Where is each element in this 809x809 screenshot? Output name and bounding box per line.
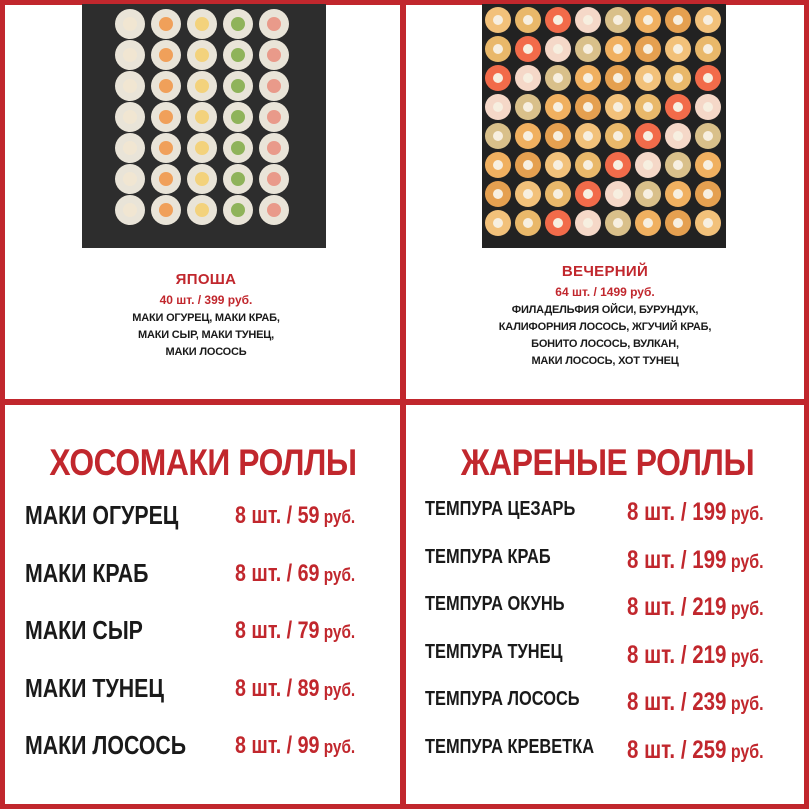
- assorted-rolls-image: [482, 4, 726, 248]
- roll-center: [583, 102, 593, 112]
- maki-filling: [267, 17, 281, 31]
- maki-filling: [267, 48, 281, 62]
- maki-filling: [123, 110, 137, 124]
- yaposha-set-photo: [82, 4, 326, 248]
- roll-center: [493, 73, 503, 83]
- maki-filling: [159, 17, 173, 31]
- set-composition-line: МАКИ ЛОСОСЬ: [165, 346, 247, 358]
- roll-center: [613, 160, 623, 170]
- item-name: ТЕМПУРА ТУНЕЦ: [425, 640, 563, 663]
- roll-center: [583, 218, 593, 228]
- set-composition-line: БОНИТО ЛОСОСЬ, ВУЛКАН,: [531, 338, 679, 350]
- roll-center: [643, 131, 653, 141]
- item-name: МАКИ ОГУРЕЦ: [25, 500, 179, 530]
- roll-center: [493, 131, 503, 141]
- maki-filling: [231, 79, 245, 93]
- item-price: 8 шт. / 99 руб.: [235, 732, 356, 759]
- maki-filling: [267, 141, 281, 155]
- hosomaki-menu-list: [25, 500, 390, 788]
- maki-rolls-image: [82, 4, 326, 248]
- roll-center: [703, 15, 713, 25]
- roll-center: [703, 160, 713, 170]
- maki-filling: [267, 79, 281, 93]
- item-price: 8 шт. / 219 руб.: [627, 640, 764, 669]
- roll-center: [673, 15, 683, 25]
- item-name: МАКИ ТУНЕЦ: [25, 672, 164, 703]
- menu-row: [425, 641, 795, 689]
- set-count-price: 40 шт. / 399 руб.: [159, 293, 253, 307]
- item-price: 8 шт. / 199 руб.: [627, 498, 764, 526]
- menu-row: [25, 730, 390, 788]
- menu-row: [425, 736, 795, 784]
- set-composition-line: МАКИ СЫР, МАКИ ТУНЕЦ,: [138, 329, 274, 341]
- roll-center: [493, 44, 503, 54]
- maki-filling: [267, 110, 281, 124]
- maki-filling: [159, 48, 173, 62]
- menu-row: [25, 558, 390, 616]
- roll-center: [613, 102, 623, 112]
- maki-filling: [195, 172, 209, 186]
- hosomaki-section-title: ХОСОМАКИ РОЛЛЫ: [49, 442, 357, 483]
- set-count-price: 64 шт. / 1499 руб.: [555, 285, 655, 299]
- roll-center: [523, 73, 533, 83]
- roll-center: [703, 73, 713, 83]
- maki-filling: [159, 110, 173, 124]
- roll-center: [673, 160, 683, 170]
- maki-filling: [159, 141, 173, 155]
- maki-filling: [267, 203, 281, 217]
- roll-center: [523, 160, 533, 170]
- maki-filling: [195, 110, 209, 124]
- roll-center: [523, 131, 533, 141]
- set-name: ЯПОША: [175, 271, 237, 288]
- vecherniy-set-photo: [482, 4, 726, 248]
- roll-center: [703, 189, 713, 199]
- roll-center: [613, 131, 623, 141]
- roll-center: [523, 102, 533, 112]
- roll-center: [613, 218, 623, 228]
- maki-filling: [195, 79, 209, 93]
- roll-center: [613, 44, 623, 54]
- item-name: ТЕМПУРА КРЕВЕТКА: [425, 735, 595, 758]
- maki-filling: [231, 141, 245, 155]
- roll-center: [553, 189, 563, 199]
- item-price: 8 шт. / 259 руб.: [627, 735, 764, 764]
- roll-center: [493, 102, 503, 112]
- item-price: 8 шт. / 199 руб.: [627, 545, 764, 574]
- menu-row: [425, 593, 795, 641]
- roll-center: [553, 131, 563, 141]
- maki-filling: [159, 203, 173, 217]
- roll-center: [553, 160, 563, 170]
- item-price: 8 шт. / 239 руб.: [627, 688, 764, 716]
- set-composition-line: МАКИ ЛОСОСЬ, ХОТ ТУНЕЦ: [531, 355, 679, 367]
- roll-center: [643, 73, 653, 83]
- maki-filling: [195, 203, 209, 217]
- item-name: ТЕМПУРА ЛОСОСЬ: [425, 688, 580, 710]
- maki-filling: [159, 79, 173, 93]
- maki-filling: [231, 203, 245, 217]
- item-name: ТЕМПУРА КРАБ: [425, 545, 551, 568]
- menu-row: [25, 500, 390, 558]
- maki-filling: [159, 172, 173, 186]
- maki-filling: [231, 110, 245, 124]
- roll-center: [493, 189, 503, 199]
- roll-center: [703, 102, 713, 112]
- set-card-yaposha: [86, 270, 326, 361]
- roll-center: [523, 15, 533, 25]
- item-name: МАКИ ЛОСОСЬ: [25, 730, 187, 760]
- roll-center: [643, 218, 653, 228]
- roll-center: [553, 102, 563, 112]
- roll-center: [553, 15, 563, 25]
- item-price: 8 шт. / 89 руб.: [235, 674, 356, 702]
- item-name: ТЕМПУРА ОКУНЬ: [425, 593, 565, 615]
- set-name: ВЕЧЕРНИЙ: [561, 263, 649, 280]
- roll-center: [493, 160, 503, 170]
- maki-filling: [231, 172, 245, 186]
- menu-row: [425, 688, 795, 736]
- roll-center: [673, 73, 683, 83]
- roll-center: [673, 44, 683, 54]
- roll-center: [493, 218, 503, 228]
- item-price: 8 шт. / 79 руб.: [235, 617, 356, 644]
- roll-center: [643, 102, 653, 112]
- maki-filling: [231, 48, 245, 62]
- roll-center: [613, 73, 623, 83]
- roll-center: [613, 189, 623, 199]
- roll-center: [673, 218, 683, 228]
- roll-center: [643, 44, 653, 54]
- set-composition-line: ФИЛАДЕЛЬФИЯ ОЙСИ, БУРУНДУК,: [511, 304, 699, 316]
- maki-filling: [195, 17, 209, 31]
- menu-row: [425, 498, 795, 546]
- roll-center: [523, 44, 533, 54]
- roll-center: [703, 44, 713, 54]
- roll-center: [583, 44, 593, 54]
- fried-menu-list: [425, 498, 795, 783]
- set-composition-line: МАКИ ОГУРЕЦ, МАКИ КРАБ,: [132, 312, 280, 324]
- roll-center: [553, 218, 563, 228]
- roll-center: [643, 160, 653, 170]
- item-name: МАКИ КРАБ: [25, 557, 149, 588]
- roll-center: [523, 189, 533, 199]
- set-card-vecherniy: [480, 262, 730, 370]
- roll-center: [643, 15, 653, 25]
- item-price: 8 шт. / 219 руб.: [627, 593, 764, 621]
- roll-center: [703, 218, 713, 228]
- roll-center: [673, 189, 683, 199]
- horizontal-divider: [0, 399, 809, 405]
- set-composition-line: КАЛИФОРНИЯ ЛОСОСЬ, ЖГУЧИЙ КРАБ,: [498, 321, 712, 333]
- item-price: 8 шт. / 59 руб.: [235, 502, 356, 529]
- maki-filling: [195, 48, 209, 62]
- item-name: ТЕМПУРА ЦЕЗАРЬ: [425, 498, 576, 520]
- maki-filling: [267, 172, 281, 186]
- maki-filling: [123, 172, 137, 186]
- maki-filling: [123, 79, 137, 93]
- item-name: МАКИ СЫР: [25, 615, 143, 645]
- roll-center: [673, 102, 683, 112]
- roll-center: [583, 15, 593, 25]
- roll-center: [673, 131, 683, 141]
- roll-center: [583, 160, 593, 170]
- menu-row: [25, 673, 390, 731]
- maki-filling: [123, 48, 137, 62]
- maki-filling: [123, 203, 137, 217]
- item-price: 8 шт. / 69 руб.: [235, 559, 356, 587]
- menu-row: [425, 546, 795, 594]
- roll-center: [583, 189, 593, 199]
- roll-center: [553, 44, 563, 54]
- maki-filling: [123, 17, 137, 31]
- roll-center: [643, 189, 653, 199]
- maki-filling: [195, 141, 209, 155]
- roll-center: [613, 15, 623, 25]
- roll-center: [493, 15, 503, 25]
- roll-center: [523, 218, 533, 228]
- maki-filling: [231, 17, 245, 31]
- roll-center: [583, 131, 593, 141]
- roll-center: [703, 131, 713, 141]
- roll-center: [583, 73, 593, 83]
- roll-center: [553, 73, 563, 83]
- fried-section-title: ЖАРЕНЫЕ РОЛЛЫ: [460, 442, 755, 483]
- maki-filling: [123, 141, 137, 155]
- menu-row: [25, 615, 390, 673]
